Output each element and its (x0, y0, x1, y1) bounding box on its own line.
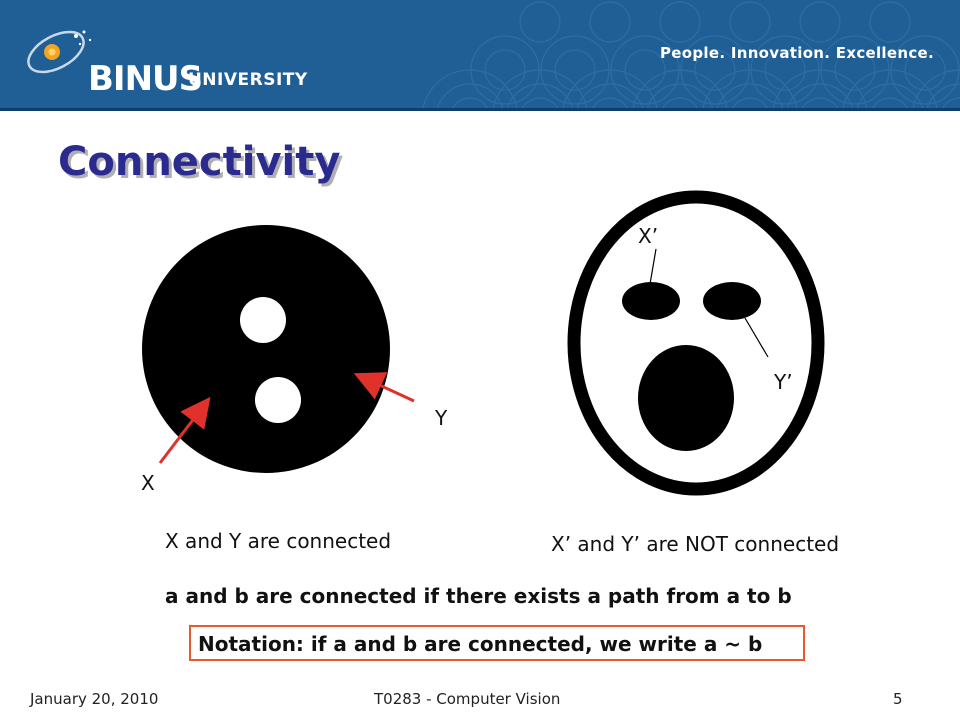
slide-title: Connectivity (58, 139, 341, 185)
tagline: People. Innovation. Excellence. (660, 44, 934, 62)
right-shape (574, 197, 818, 489)
logo-word: BINUS (88, 59, 203, 99)
mouth (638, 345, 734, 451)
label-x-prime: X’ (638, 224, 659, 248)
right-eye (703, 282, 761, 320)
left-eye (622, 282, 680, 320)
pointer-line-x-prime (650, 249, 656, 284)
pointer-line-y-prime (745, 318, 768, 357)
white-hole-bottom (255, 377, 301, 423)
footer-course: T0283 - Computer Vision (374, 690, 561, 708)
caption-connected: X and Y are connected (165, 529, 392, 553)
definition-statement: a and b are connected if there exists a path from a to b (165, 584, 792, 608)
footer-date: January 20, 2010 (30, 690, 159, 708)
white-hole-top (240, 297, 286, 343)
notation-text: Notation: if a and b are connected, we write a ~ b (198, 632, 763, 656)
footer-page-number: 5 (893, 690, 903, 708)
label-y: Y (435, 406, 448, 430)
logo-subword: UNIVERSITY (188, 70, 308, 90)
label-y-prime: Y’ (774, 370, 793, 394)
label-x: X (141, 471, 155, 495)
caption-not-connected: X’ and Y’ are NOT connected (551, 532, 840, 556)
